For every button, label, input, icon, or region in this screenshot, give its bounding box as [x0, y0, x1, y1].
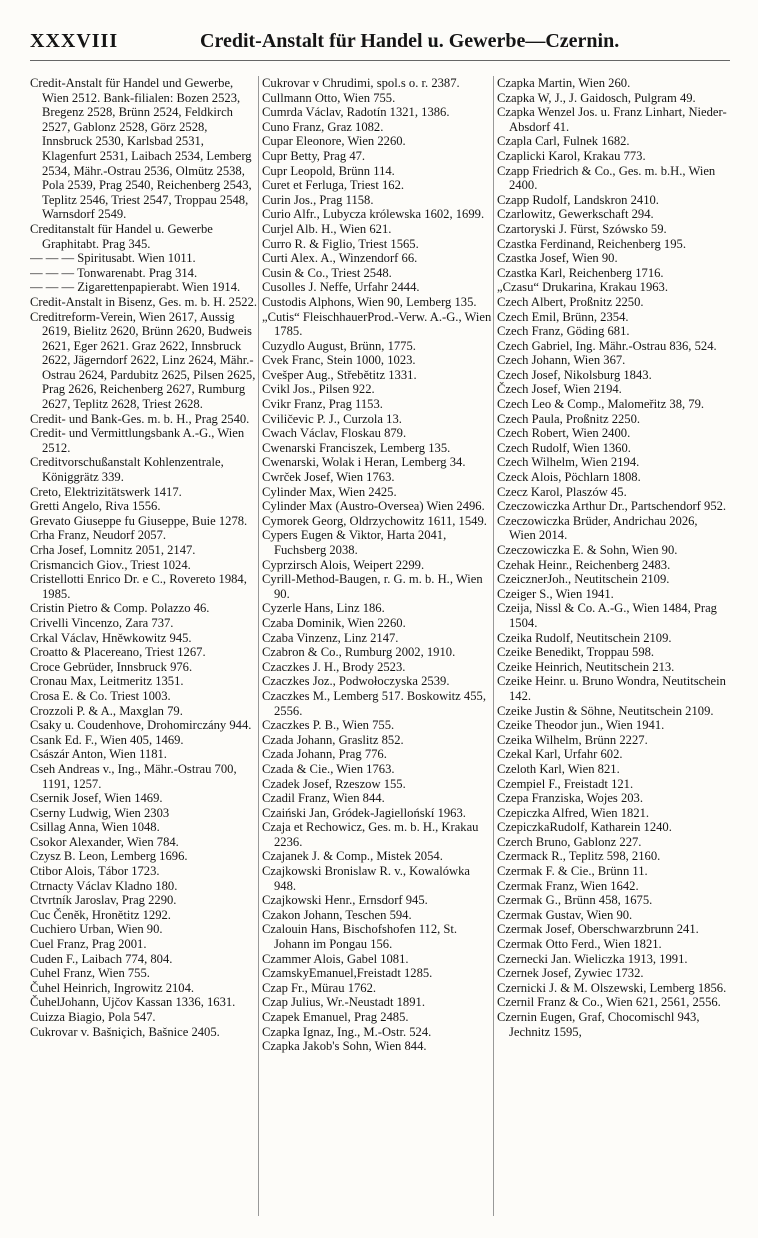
directory-entry: Czernicki J. & M. Olszewski, Lemberg 1856.: [497, 980, 727, 995]
directory-entry: Cuhel Franz, Wien 755.: [30, 966, 150, 981]
directory-entry: Czech Franz, Göding 681.: [497, 324, 630, 339]
directory-entry: Czehak Heinr., Reichenberg 2483.: [497, 557, 671, 572]
directory-entry: Credit- und Bank-Ges. m. b. H., Prag 2540.: [30, 411, 250, 426]
directory-entry: Cuno Franz, Graz 1082.: [262, 119, 384, 134]
page-number: XXXVIII: [30, 30, 119, 52]
directory-entry: Czech Robert, Wien 2400.: [497, 426, 631, 441]
directory-entry: Czech Wilhelm, Wien 2194.: [497, 455, 640, 470]
directory-entry: Crismancich Giov., Triest 1024.: [30, 557, 191, 572]
directory-entry: Czap Fr., Mürau 1762.: [262, 980, 377, 995]
directory-entry: Cwrček Josef, Wien 1763.: [262, 470, 395, 485]
directory-entry: Czech Albert, Proßnitz 2250.: [497, 294, 644, 309]
directory-entry: Czada Johann, Graslitz 852.: [262, 732, 404, 747]
directory-entry: Čuhel Heinrich, Ingrowitz 2104.: [30, 980, 195, 995]
directory-entry: Cuchiero Urban, Wien 90.: [30, 922, 163, 937]
directory-entry: Czapka W, J., J. Gaidosch, Pulgram 49.: [497, 90, 696, 105]
directory-entry: Czaczkes P. B., Wien 755.: [262, 718, 395, 733]
directory-entry: Czech Josef, Nikolsburg 1843.: [497, 367, 652, 382]
directory-entry: Cyprzirsch Alois, Weipert 2299.: [262, 557, 425, 572]
directory-entry: Czaiński Jan, Gródek-Jagiellońskí 1963.: [262, 805, 466, 820]
directory-entry: Czermak Franz, Wien 1642.: [497, 878, 639, 893]
directory-entry: Cwach Václav, Floskau 879.: [262, 426, 407, 441]
directory-entry: Czerch Bruno, Gablonz 227.: [497, 834, 642, 849]
directory-entry: Csillag Anna, Wien 1048.: [30, 820, 160, 835]
directory-entry: Czysz B. Leon, Lemberg 1696.: [30, 849, 188, 864]
directory-entry: Czermak Josef, Oberschwarzbrunn 241.: [497, 922, 699, 937]
directory-entry: Czaba Vinzenz, Linz 2147.: [262, 630, 399, 645]
directory-entry: Cupar Eleonore, Wien 2260.: [262, 134, 406, 149]
directory-entry: Credit- und Vermittlungsbank A.-G., Wien 2512.: [30, 426, 245, 455]
directory-entry: Gretti Angelo, Riva 1556.: [30, 499, 161, 514]
directory-entry: „Cutis“ FleischhauerProd.-Verw. A.-G., Wien 1785.: [262, 309, 492, 339]
directory-entry: Czapp Friedrich & Co., Ges. m. b.H., Wien 2400.: [497, 163, 716, 193]
directory-entry: Czajkowski Henr., Ernsdorf 945.: [262, 893, 428, 908]
directory-entry: Czeiger S., Wien 1941.: [497, 586, 614, 601]
directory-entry: Czammer Alois, Gabel 1081.: [262, 951, 409, 966]
directory-entry: Czech Paula, Proßnitz 2250.: [497, 411, 641, 426]
directory-entry: Czapka Jakob's Sohn, Wien 844.: [262, 1039, 427, 1054]
directory-entry: Cuden F., Laibach 774, 804.: [30, 951, 173, 966]
directory-entry: Cukrovar v. Bašniçich, Bašnice 2405.: [30, 1024, 220, 1039]
directory-entry: Crha Franz, Neudorf 2057.: [30, 528, 167, 543]
directory-entry: Cyzerle Hans, Linz 186.: [262, 601, 385, 616]
directory-entry: Czastka Josef, Wien 90.: [497, 251, 618, 266]
directory-entry: Czecz Karol, Plaszów 45.: [497, 484, 627, 499]
directory-entry: ČuhelJohann, Ujčov Kassan 1336, 1631.: [30, 995, 236, 1010]
directory-entry: Cusin & Co., Triest 2548.: [262, 265, 392, 280]
directory-entry: Czeck Alois, Pöchlarn 1808.: [497, 470, 641, 485]
directory-entry: Czastka Ferdinand, Reichenberg 195.: [497, 236, 686, 251]
directory-entry: Cupr Betty, Prag 47.: [262, 148, 366, 163]
directory-entry: Czakon Johann, Teschen 594.: [262, 907, 412, 922]
column-3: [497, 76, 727, 1216]
directory-entry: Czekal Karl, Urfahr 602.: [497, 747, 623, 762]
directory-entry: Credit-Anstalt in Bisenz, Ges. m. b. H. 2522.: [30, 294, 258, 309]
directory-entry: Czeczowiczka E. & Sohn, Wien 90.: [497, 543, 678, 557]
directory-entry: Czempiel F., Freistadt 121.: [497, 776, 634, 791]
directory-entry: Czermak Gustav, Wien 90.: [497, 907, 633, 922]
directory-entry: Czeike Heinrich, Neutitschein 213.: [497, 659, 675, 674]
directory-entry: Czernil Franz & Co., Wien 621, 2561, 2556.: [497, 995, 721, 1010]
directory-entry: Curin Jos., Prag 1158.: [262, 192, 374, 207]
directory-entry: Czeczowiczka Brüder, Andrichau 2026, Wien 2014.: [497, 513, 698, 543]
directory-entry: Cylinder Max, Wien 2425.: [262, 484, 397, 499]
directory-entry: Czapp Rudolf, Landskron 2410.: [497, 192, 659, 207]
directory-entry: Czech Johann, Wien 367.: [497, 353, 626, 368]
directory-entry: Császár Anton, Wien 1181.: [30, 747, 167, 762]
directory-entry: CzepiczkaRudolf, Katharein 1240.: [497, 820, 672, 835]
directory-entry: Czech Gabriel, Ing. Mähr.-Ostrau 836, 524.: [497, 338, 717, 353]
directory-entry: Czech Emil, Brünn, 2354.: [497, 309, 629, 324]
directory-entry: Czarlowitz, Gewerkschaft 294.: [497, 207, 654, 222]
directory-entry: Cuc Čeněk, Hronětitz 1292.: [30, 907, 171, 922]
directory-entry: Creditreform-Verein, Wien 2617, Aussig 2619, Bielitz 2620, Brünn 2620, Budweis 2621, Eger 2621. Graz 2622, Innsbruck 2622, Jägerndorf 2622, Linz 2624, Mähr.-Ostrau 2624, Pardubitz 2625, Pilsen 2625, Prag 2626, Reichenberg 2627, Rumburg 2627, Teplitz 2628, Triest 2628.: [30, 309, 256, 412]
directory-entry: Curti Alex. A., Winzendorf 66.: [262, 251, 418, 266]
directory-entry: Czapla Carl, Fulnek 1682.: [497, 134, 630, 149]
directory-entry: Czaczkes M., Lemberg 517. Boskowitz 455, 2556.: [262, 688, 486, 718]
directory-entry: Cseh Andreas v., Ing., Mähr.-Ostrau 700, 1191, 1257.: [30, 761, 237, 791]
directory-entry: Czalouin Hans, Bischofshofen 112, St. Johann im Pongau 156.: [262, 922, 458, 952]
directory-entry: Czadil Franz, Wien 844.: [262, 791, 385, 806]
directory-entry: — — — Zigarettenpapierabt. Wien 1914.: [30, 280, 241, 295]
directory-entry: Czernecki Jan. Wieliczka 1913, 1991.: [497, 951, 688, 966]
directory-entry: Czajanek J. & Comp., Mistek 2054.: [262, 849, 443, 864]
directory-entry: Czeike Benedikt, Troppau 598.: [497, 645, 655, 660]
directory-entry: Czeike Theodor jun., Wien 1941.: [497, 718, 665, 733]
directory-entry: Czaczkes J. H., Brody 2523.: [262, 659, 406, 674]
directory-entry: Curet et Ferluga, Triest 162.: [262, 178, 405, 193]
directory-entry: Curro R. & Figlio, Triest 1565.: [262, 236, 419, 251]
directory-entry: Czermak Otto Ferd., Wien 1821.: [497, 937, 662, 952]
directory-entry: Czermack R., Teplitz 598, 2160.: [497, 849, 661, 864]
directory-entry: Crozzoli P. & A., Maxglan 79.: [30, 703, 183, 718]
directory-entry: Creditvorschußanstalt Kohlenzentrale, Königgrätz 339.: [30, 455, 224, 485]
directory-entry: Cviličevic P. J., Curzola 13.: [262, 411, 402, 426]
directory-entry: Czeika Wilhelm, Brünn 2227.: [497, 732, 648, 747]
directory-entry: Ctibor Alois, Tábor 1723.: [30, 864, 160, 879]
directory-entry: Czeika Rudolf, Neutitschein 2109.: [497, 630, 672, 645]
directory-entry: Czaja et Rechowicz, Ges. m. b. H., Krakau 2236.: [262, 820, 479, 849]
directory-entry: Cumrda Václav, Radotín 1321, 1386.: [262, 105, 450, 120]
directory-entry: Cwenarski Franciszek, Lemberg 135.: [262, 440, 451, 455]
directory-entry: Cylinder Max (Austro-Oversea) Wien 2496.: [262, 499, 485, 514]
directory-entry: Czepiczka Alfred, Wien 1821.: [497, 805, 650, 820]
directory-entry: Czastka Karl, Reichenberg 1716.: [497, 265, 664, 280]
directory-entry: Czech Rudolf, Wien 1360.: [497, 440, 631, 455]
directory-entry: Croce Gebrüder, Innsbruck 976.: [30, 659, 193, 674]
column-1: [30, 76, 260, 1216]
page-header: [30, 28, 730, 61]
directory-entry: Czermak G., Brünn 458, 1675.: [497, 893, 653, 908]
directory-entry: Cvikl Jos., Pilsen 922.: [262, 382, 375, 397]
directory-entry: Czernin Eugen, Graf, Chocomischl 943, Jechnitz 1595,: [497, 1010, 700, 1039]
directory-entry: Cusolles J. Neffe, Urfahr 2444.: [262, 280, 420, 295]
directory-entry: Czada Johann, Prag 776.: [262, 747, 387, 762]
directory-entry: Cuel Franz, Prag 2001.: [30, 937, 147, 952]
directory-entry: Curjel Alb. H., Wien 621.: [262, 221, 392, 236]
directory-entry: Cypers Eugen & Viktor, Harta 2041, Fuchsberg 2038.: [262, 528, 447, 557]
directory-entry: Crosa E. & Co. Triest 1003.: [30, 688, 171, 703]
directory-entry: Cserny Ludwig, Wien 2303: [30, 805, 170, 820]
directory-entry: Czartoryski J. Fürst, Szówsko 59.: [497, 221, 667, 236]
directory-entry: Cvešper Aug., Střebětitz 1331.: [262, 367, 417, 382]
directory-entry: Czeike Justin & Söhne, Neutitschein 2109.: [497, 703, 714, 718]
directory-entry: Cvikr Franz, Prag 1153.: [262, 397, 383, 412]
directory-entry: Crivelli Vincenzo, Zara 737.: [30, 615, 174, 630]
directory-entry: Custodis Alphons, Wien 90, Lemberg 135.: [262, 294, 477, 309]
directory-entry: Czapka Martin, Wien 260.: [497, 76, 631, 90]
directory-entry: Czaba Dominik, Wien 2260.: [262, 615, 406, 630]
directory-entry: Creto, Elektrizitätswerk 1417.: [30, 484, 182, 499]
directory-entry: Czeczowiczka Arthur Dr., Partschendorf 952.: [497, 499, 727, 514]
directory-entry: Ctrnacty Václav Kladno 180.: [30, 878, 178, 893]
directory-entry: Cuzydlo August, Brünn, 1775.: [262, 338, 416, 353]
directory-entry: Credit-Anstalt für Handel und Gewerbe, Wien 2512. Bank-filialen: Bozen 2523, Bregenz 2528, Brünn 2524, Feldkirch 2527, Gablonz 2528, Görz 2528, Innsbruck 2530, Karlsbad 2531, Klagenfurt 2531, Laibach 2534, Lemberg 2534, Mähr.-Ostrau 2536, Olmütz 2538, Pola 2539, Prag 2540, Reichenberg 2543, Teplitz 2546, Triest 2547, Troppau 2548, Warnsdorf 2549.: [30, 76, 252, 222]
directory-entry: Csank Ed. F., Wien 405, 1469.: [30, 732, 184, 747]
directory-entry: Ctvrtník Jaroslav, Prag 2290.: [30, 893, 177, 908]
directory-entry: Cyrill-Method-Baugen, r. G. m. b. H., Wien 90.: [262, 572, 483, 601]
directory-entry: Czermak F. & Cie., Brünn 11.: [497, 864, 648, 879]
directory-entry: Czepa Franziska, Wojes 203.: [497, 791, 643, 806]
directory-entry: Grevato Giuseppe fu Giuseppe, Buie 1278.: [30, 513, 248, 528]
directory-entry: Crha Josef, Lomnitz 2051, 2147.: [30, 543, 196, 557]
column-2: [262, 76, 492, 1216]
directory-entry: Csokor Alexander, Wien 784.: [30, 834, 179, 849]
directory-entry: „Czasu“ Drukarina, Krakau 1963.: [497, 280, 668, 295]
directory-entry: Cullmann Otto, Wien 755.: [262, 90, 396, 105]
directory-entry: — — — Spiritusabt. Wien 1011.: [30, 251, 196, 266]
directory-entry: Crkal Václav, Hněwkowitz 945.: [30, 630, 192, 645]
directory-entry: Cristellotti Enrico Dr. e C., Rovereto 1984, 1985.: [30, 572, 247, 601]
directory-entry: Czajkowski Bronislaw R. v., Kowalówka 948.: [262, 864, 471, 893]
directory-entry: Czech Leo & Comp., Malomeřitz 38, 79.: [497, 397, 705, 412]
directory-columns: [30, 76, 730, 1216]
directory-entry: CzamskyEmanuel,Freistadt 1285.: [262, 966, 433, 981]
directory-entry: Czeloth Karl, Wien 821.: [497, 761, 620, 776]
directory-entry: Czaplicki Karol, Krakau 773.: [497, 148, 646, 163]
directory-entry: Cukrovar v Chrudimi, spol.s o. r. 2387.: [262, 76, 460, 90]
directory-entry: Czap Julius, Wr.-Neustadt 1891.: [262, 995, 425, 1010]
directory-entry: Czeija, Nissl & Co. A.-G., Wien 1484, Prag 1504.: [497, 601, 717, 630]
directory-entry: Czeike Heinr. u. Bruno Wondra, Neutitschein 142.: [497, 674, 726, 703]
directory-entry: CzeicznerJoh., Neutitschein 2109.: [497, 572, 670, 587]
directory-entry: Cwenarski, Wolak i Heran, Lemberg 34.: [262, 455, 466, 470]
directory-entry: Czapka Ignaz, Ing., M.-Ostr. 524.: [262, 1024, 432, 1039]
running-title: Credit-Anstalt für Handel u. Gewerbe—Czernin.: [200, 30, 620, 52]
directory-entry: Cupr Leopold, Brünn 114.: [262, 163, 395, 178]
directory-entry: Czapka Wenzel Jos. u. Franz Linhart, Nieder-Absdorf 41.: [497, 105, 727, 134]
directory-entry: Csernik Josef, Wien 1469.: [30, 791, 163, 806]
directory-entry: Czabron & Co., Rumburg 2002, 1910.: [262, 645, 456, 660]
directory-entry: Cronau Max, Leitmeritz 1351.: [30, 674, 184, 689]
directory-entry: Čzech Josef, Wien 2194.: [497, 382, 622, 397]
directory-entry: Cuizza Biagio, Pola 547.: [30, 1010, 156, 1024]
directory-entry: Czada & Cie., Wien 1763.: [262, 761, 395, 776]
directory-entry: Curio Alfr., Lubycza królewska 1602, 1699.: [262, 207, 485, 222]
directory-entry: Czadek Josef, Rzeszow 155.: [262, 776, 406, 791]
column-divider: [493, 76, 494, 1216]
directory-entry: Cristin Pietro & Comp. Polazzo 46.: [30, 601, 210, 616]
directory-entry: Croatto & Placereano, Triest 1267.: [30, 645, 206, 660]
directory-entry: Czapek Emanuel, Prag 2485.: [262, 1010, 409, 1024]
directory-entry: — — — Tonwarenabt. Prag 314.: [30, 265, 198, 280]
directory-entry: Creditanstalt für Handel u. Gewerbe Graphitabt. Prag 345.: [30, 221, 213, 251]
directory-entry: Czernek Josef, Zywiec 1732.: [497, 966, 644, 981]
directory-entry: Cvek Franc, Stein 1000, 1023.: [262, 353, 416, 368]
directory-entry: Csaky u. Coudenhove, Drohomirczány 944.: [30, 718, 252, 733]
directory-entry: Czaczkes Joz., Podwołoczyska 2539.: [262, 674, 450, 689]
directory-entry: Cymorek Georg, Oldrzychowitz 1611, 1549.: [262, 513, 487, 528]
